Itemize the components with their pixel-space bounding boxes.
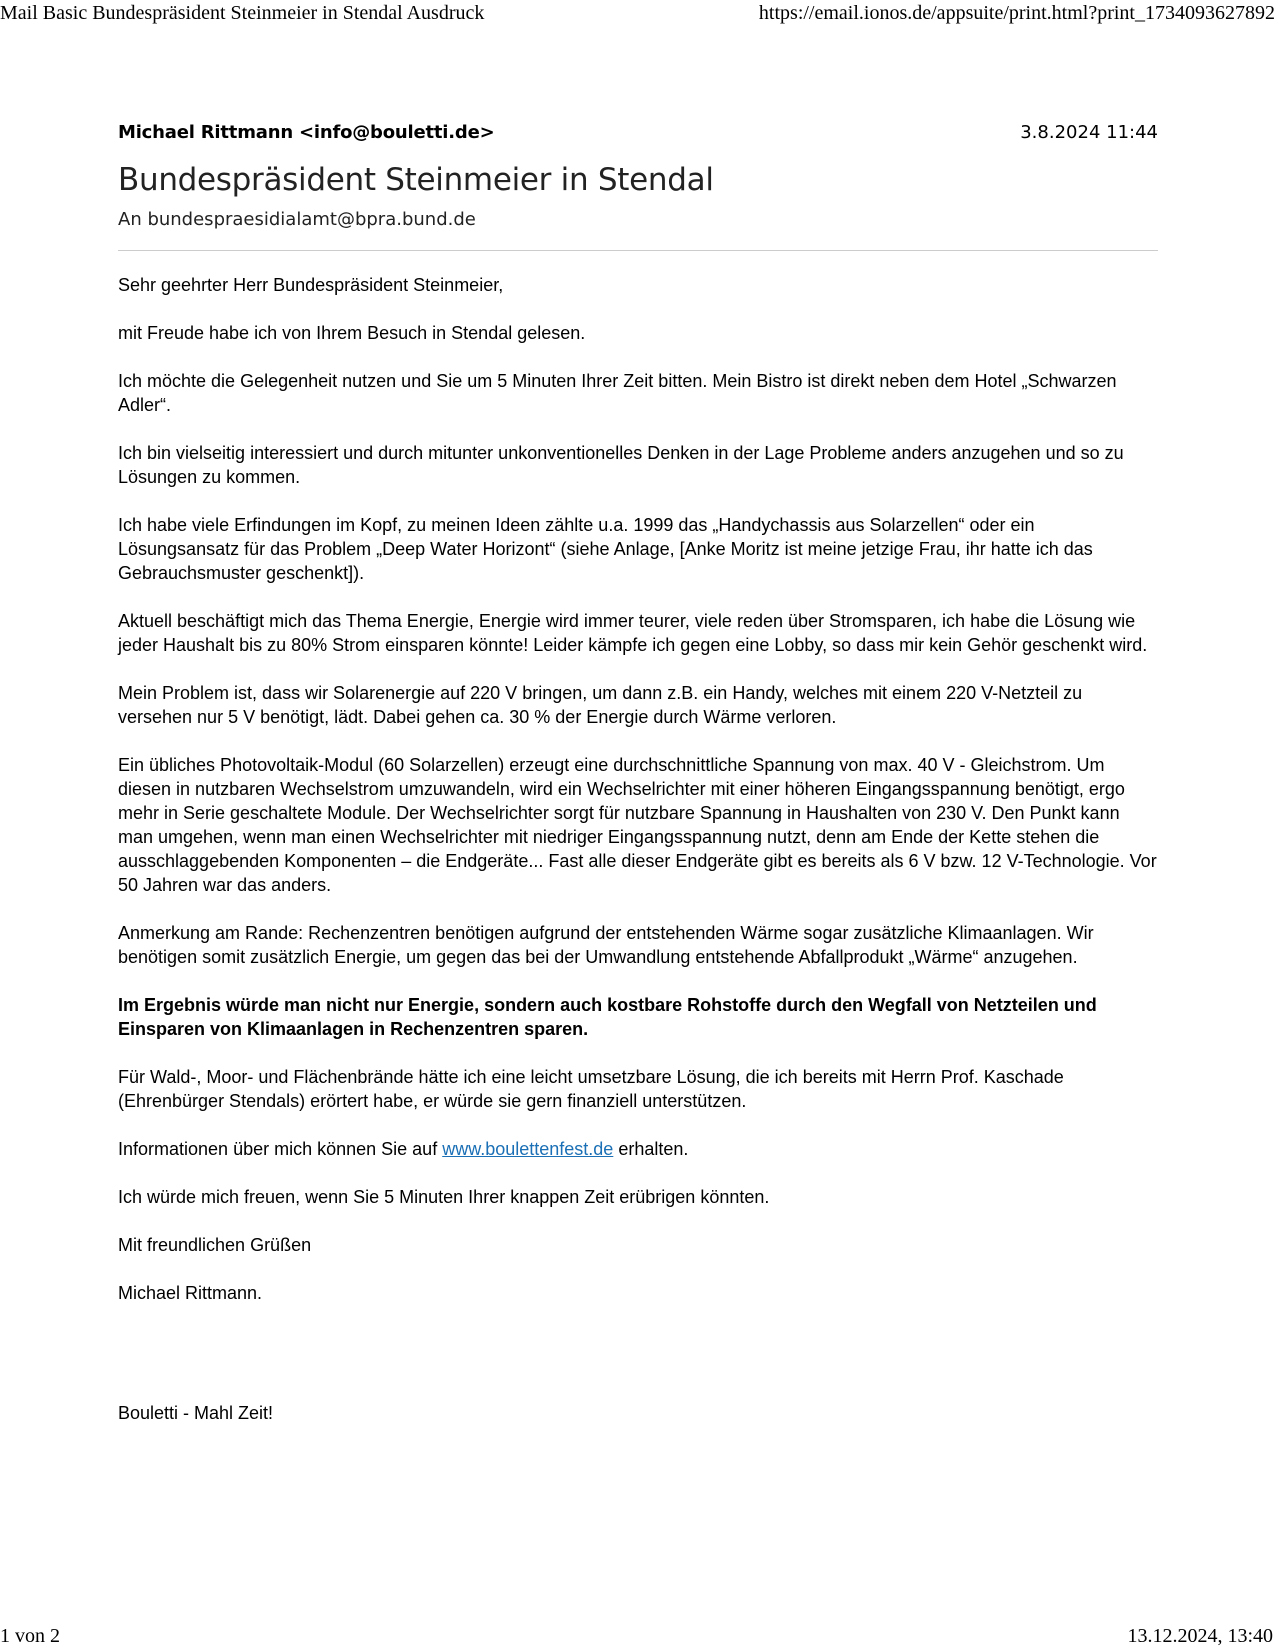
paragraph-11-suffix: erhalten.: [613, 1139, 689, 1159]
greeting: Sehr geehrter Herr Bundespräsident Steinmeier,: [118, 275, 504, 295]
paragraph-6: Mein Problem ist, dass wir Solarenergie auf 220 V bringen, um dann z.B. ein Handy, welches mit einem 220 V-Netzteil zu versehen nur 5 V benötigt, lädt. Dabei gehen ca. 30 % der Energie durch Wärme verloren.: [118, 683, 1083, 727]
paragraph-9-bold: Im Ergebnis würde man nicht nur Energie, sondern auch kostbare Rohstoffe durch den Wegfall von Netzteilen und Einsparen von Klimaanlagen in Rechenzentren sparen.: [118, 995, 1097, 1039]
mail-recipients: An bundespraesidialamt@bpra.bund.de: [118, 209, 476, 230]
paragraph-4: Ich habe viele Erfindungen im Kopf, zu meinen Ideen zählte u.a. 1999 das „Handychassis aus Solarzellen“ oder ein Lösungsansatz für das Problem „Deep Water Horizont“ (siehe Anlage, [Anke Moritz ist meine jetzige Frau, ihr hatte ich das Gebrauchsmuster geschenkt]).: [118, 515, 1093, 583]
print-header-title: Mail Basic Bundespräsident Steinmeier in Stendal Ausdruck: [0, 2, 485, 24]
paragraph-11-prefix: Informationen über mich können Sie auf: [118, 1139, 443, 1159]
print-footer-datetime: 13.12.2024, 13:40: [1127, 1625, 1273, 1647]
paragraph-1: mit Freude habe ich von Ihrem Besuch in Stendal gelesen.: [118, 323, 586, 343]
paragraph-12: Ich würde mich freuen, wenn Sie 5 Minuten Ihrer knappen Zeit erübrigen könnten.: [118, 1187, 770, 1207]
website-link[interactable]: www.boulettenfest.de: [442, 1139, 614, 1159]
signature: Michael Rittmann.: [118, 1283, 263, 1303]
tagline: Bouletti - Mahl Zeit!: [118, 1403, 274, 1423]
print-footer-page: 1 von 2: [0, 1625, 60, 1647]
paragraph-7: Ein übliches Photovoltaik-Modul (60 Solarzellen) erzeugt eine durchschnittliche Spannung von max. 40 V - Gleichstrom. Um diesen in nutzbaren Wechselstrom umzuwandeln, wird ein Wechselrichter mit einer höheren Eingangsspannung benötigt, ergo mehr in Serie geschaltete Module. Der Wechselrichter sorgt für nutzbare Spannung in Haushalten von 230 V. Den Punkt kann man umgehen, wenn man einen Wechselrichter mit niedriger Eingangsspannung nutzt, denn am Ende der Kette stehen die ausschlaggebenden Komponenten – die Endgeräte... Fast alle dieser Endgeräte gibt es bereits als 6 V bzw. 12 V-Technologie. Vor 50 Jahren war das anders.: [118, 755, 1157, 895]
paragraph-10: Für Wald-, Moor- und Flächenbrände hätte ich eine leicht umsetzbare Lösung, die ich bereits mit Herrn Prof. Kaschade (Ehrenbürger Stendals) erörtert habe, er würde sie gern finanziell unterstützen.: [118, 1067, 1064, 1111]
mail-date: 3.8.2024 11:44: [1020, 122, 1158, 143]
mail-body: [118, 273, 1158, 1425]
mail-subject: Bundespräsident Steinmeier in Stendal: [118, 162, 714, 198]
paragraph-5: Aktuell beschäftigt mich das Thema Energie, Energie wird immer teurer, viele reden über Stromsparen, ich habe die Lösung wie jeder Haushalt bis zu 80% Strom einsparen könnte! Leider kämpfe ich gegen eine Lobby, so dass mir kein Gehör geschenkt wird.: [118, 611, 1148, 655]
paragraph-11: [118, 1137, 1158, 1161]
closing: Mit freundlichen Grüßen: [118, 1235, 312, 1255]
mail-sender: Michael Rittmann <info@bouletti.de>: [118, 122, 495, 143]
header-divider: [118, 250, 1158, 251]
mail-container: [118, 118, 1158, 1449]
paragraph-2: Ich möchte die Gelegenheit nutzen und Sie um 5 Minuten Ihrer Zeit bitten. Mein Bistro ist direkt neben dem Hotel „Schwarzen Adler“.: [118, 371, 1117, 415]
paragraph-3: Ich bin vielseitig interessiert und durch mitunter unkonventionelles Denken in der Lage Probleme anders anzugehen und so zu Lösungen zu kommen.: [118, 443, 1124, 487]
mail-meta: [118, 118, 1158, 148]
print-header-url: https://email.ionos.de/appsuite/print.html?print_1734093627892: [758, 2, 1275, 24]
paragraph-8: Anmerkung am Rande: Rechenzentren benötigen aufgrund der entstehenden Wärme sogar zusätzliche Klimaanlagen. Wir benötigen somit zusätzlich Energie, um gegen das bei der Umwandlung entstehende Abfallprodukt „Wärme“ anzugehen.: [118, 923, 1094, 967]
